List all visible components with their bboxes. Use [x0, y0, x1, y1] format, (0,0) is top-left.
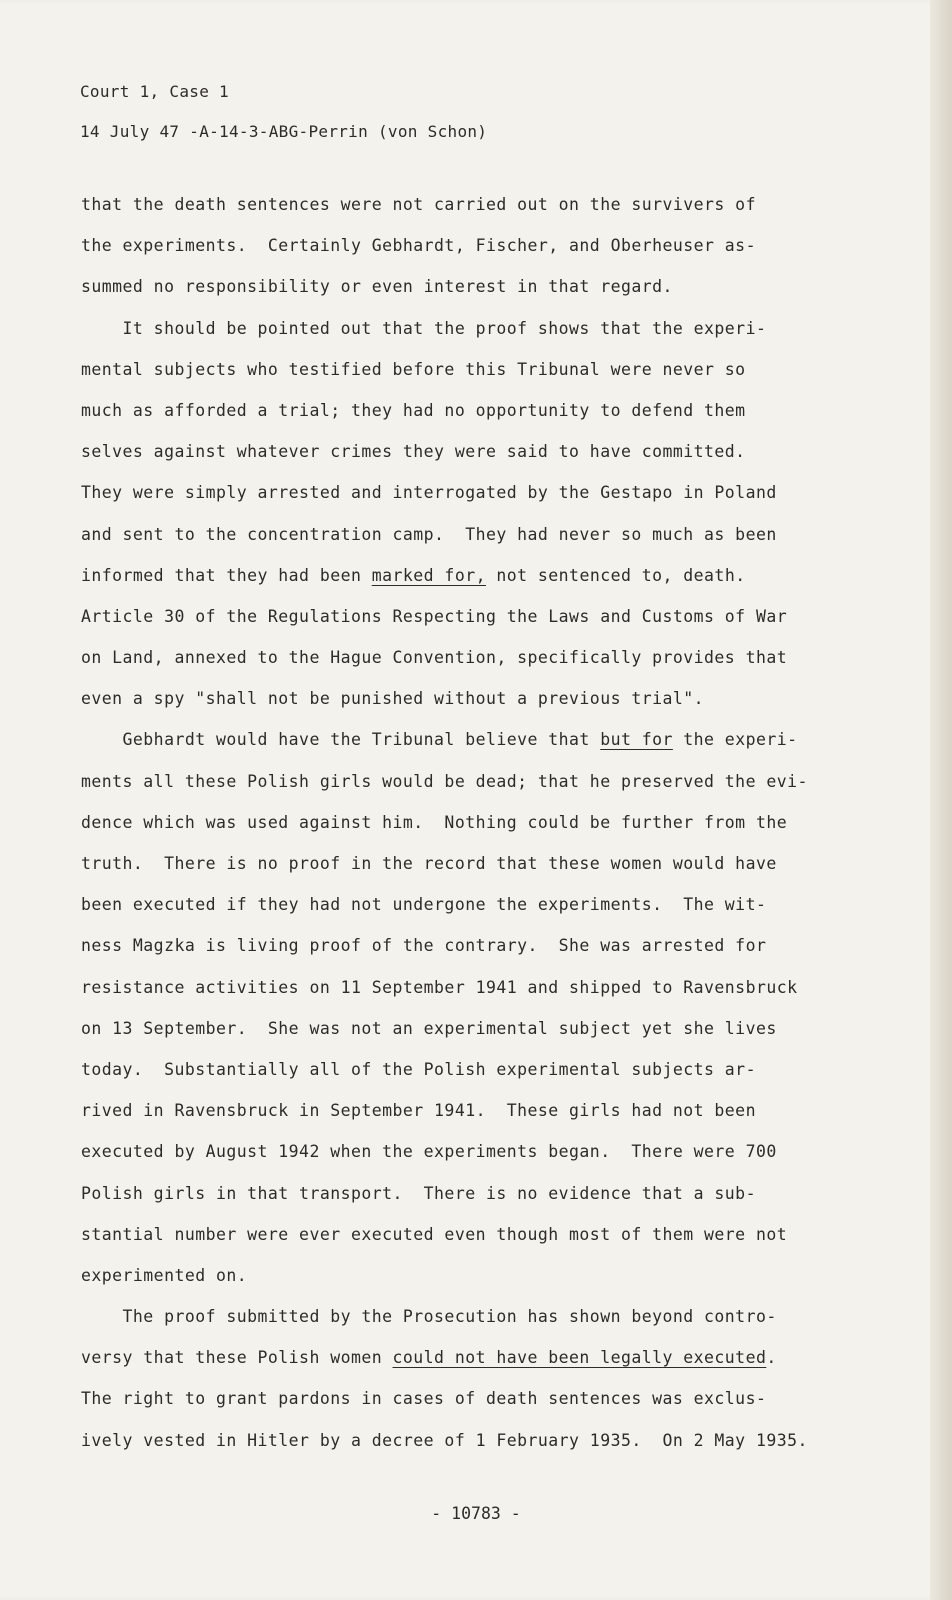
text-segment: The right to grant pardons in cases of death sentences was exclus-	[81, 1389, 767, 1409]
text-line	[81, 1420, 821, 1461]
text-line	[81, 802, 821, 843]
text-segment: They were simply arrested and interrogated by the Gestapo in Poland	[81, 483, 777, 503]
text-segment: It should be pointed out that the proof shows that the experi-	[81, 318, 767, 338]
text-segment: on Land, annexed to the Hague Convention, specifically provides that	[81, 648, 788, 668]
text-line	[81, 719, 821, 760]
text-line	[81, 349, 821, 390]
underlined-text: but for	[600, 730, 673, 750]
text-line	[81, 308, 821, 349]
text-segment: versy that these Polish women	[81, 1348, 393, 1368]
text-segment: ments all these Polish girls would be dead; that he preserved the evi-	[81, 771, 808, 791]
text-segment: that the death sentences were not carried out on the survivers of	[81, 195, 756, 214]
text-line	[81, 390, 821, 431]
document-header	[80, 72, 487, 152]
text-line	[81, 1337, 821, 1378]
text-line	[81, 1296, 821, 1337]
text-line	[81, 1214, 821, 1255]
text-segment: the experi-	[672, 730, 798, 750]
court-case-label: Court 1, Case 1	[80, 82, 229, 101]
underlined-text: could not have been legally executed	[392, 1348, 767, 1368]
text-line	[81, 967, 821, 1008]
text-segment: Polish girls in that transport. There is no evidence that a sub-	[81, 1183, 756, 1203]
text-line	[81, 761, 821, 802]
text-segment: informed that they had been	[81, 565, 372, 585]
text-line	[81, 925, 821, 966]
text-line	[81, 843, 821, 884]
paper-edge	[930, 0, 952, 1600]
text-segment: Gebhardt would have the Tribunal believe that	[81, 730, 601, 750]
text-segment: much as afforded a trial; they had no opportunity to defend them	[81, 400, 746, 420]
text-segment: truth. There is no proof in the record that these women would have	[81, 854, 777, 873]
text-line	[81, 514, 821, 555]
text-segment: experimented on.	[81, 1265, 248, 1285]
text-segment: selves against whatever crimes they were said to have committed.	[81, 442, 746, 462]
text-segment: summed no responsibility or even interest in that regard.	[81, 277, 673, 297]
text-segment: stantial number were ever executed even though most of them were not	[81, 1224, 788, 1244]
text-line	[81, 1008, 821, 1049]
page-number: - 10783 -	[431, 1504, 521, 1523]
text-segment: on 13 September. She was not an experimental subject yet she lives	[81, 1018, 777, 1038]
text-line	[81, 266, 821, 307]
text-segment: the experiments. Certainly Gebhardt, Fischer, and Oberheuser as-	[81, 236, 756, 256]
text-line	[81, 1131, 821, 1172]
text-line	[81, 472, 821, 513]
text-segment: resistance activities on 11 September 1941 and shipped to Ravensbruck	[81, 977, 798, 997]
text-line	[81, 637, 821, 678]
text-segment: rived in Ravensbruck in September 1941. These girls had not been	[81, 1101, 756, 1121]
text-line	[81, 1173, 821, 1214]
transcript-reference: 14 July 47 -A-14-3-ABG-Perrin (von Schon)	[80, 122, 488, 141]
text-segment: .	[766, 1348, 777, 1368]
text-segment: been executed if they had not undergone the experiments. The wit-	[81, 895, 767, 915]
text-line	[81, 1255, 821, 1296]
text-segment: dence which was used against him. Nothing could be further from the	[81, 812, 788, 832]
text-segment: not sentenced to, death.	[485, 565, 746, 585]
text-segment: Article 30 of the Regulations Respecting the Laws and Customs of War	[81, 606, 788, 626]
text-segment: and sent to the concentration camp. They had never so much as been	[81, 524, 777, 544]
text-line	[81, 555, 821, 596]
text-segment: The proof submitted by the Prosecution has shown beyond contro-	[81, 1307, 777, 1327]
text-line	[81, 1049, 821, 1090]
transcript-body	[81, 184, 821, 1461]
text-line	[81, 225, 821, 266]
text-line	[81, 678, 821, 719]
text-segment: mental subjects who testified before this Tribunal were never so	[81, 359, 746, 379]
text-segment: ively vested in Hitler by a decree of 1 February 1935. On 2 May 1935.	[81, 1430, 808, 1450]
text-segment: ness Magzka is living proof of the contrary. She was arrested for	[81, 936, 767, 956]
text-line	[81, 431, 821, 472]
text-line	[81, 596, 821, 637]
underlined-text: marked for,	[371, 565, 486, 585]
text-line	[81, 884, 821, 925]
text-line	[81, 184, 821, 225]
text-segment: today. Substantially all of the Polish experimental subjects ar-	[81, 1059, 756, 1079]
text-line	[81, 1378, 821, 1419]
text-segment: even a spy "shall not be punished without a previous trial".	[81, 689, 705, 709]
text-line	[81, 1090, 821, 1131]
text-segment: executed by August 1942 when the experiments began. There were 700	[81, 1142, 777, 1162]
